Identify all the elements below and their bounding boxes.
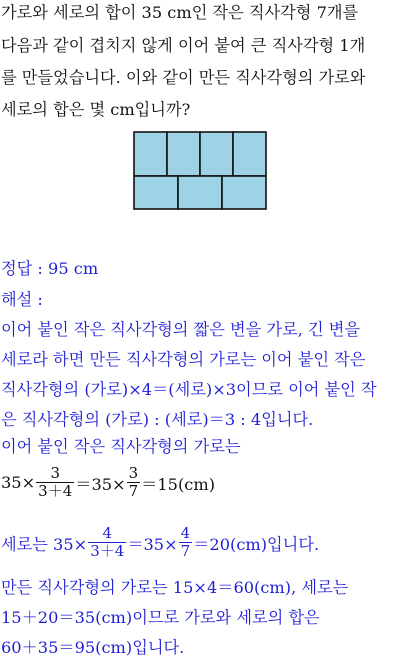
solution-line-3: 직사각형의 (가로)×4＝(세로)×3이므로 이어 붙인 작 [1, 380, 377, 399]
solution-line-2: 세로라 하면 만든 직사각형의 가로는 이어 붙인 작은 [1, 350, 366, 369]
rectangle-figure [133, 131, 267, 210]
eq1-post: ＝15(cm) [141, 474, 216, 494]
solution-label: 해설 : [1, 290, 43, 309]
eq2-frac2-numerator: 4 [180, 524, 191, 542]
top-row-rectangle [233, 132, 266, 176]
final-line-2: 15＋20＝35(cm)이므로 가로와 세로의 합은 [1, 608, 320, 627]
top-row-rectangle [200, 132, 233, 176]
eq2-fraction-2 [179, 525, 193, 560]
eq1-fraction-1 [36, 465, 74, 500]
bottom-row-rectangle [222, 176, 266, 209]
eq1-frac1-numerator: 3 [36, 465, 74, 483]
eq2-post: ＝20(cm)입니다. [193, 534, 320, 554]
eq1-frac2-denominator: 7 [128, 482, 139, 500]
solution-line-1: 이어 붙인 작은 직사각형의 짧은 변을 가로, 긴 변을 [1, 320, 361, 339]
top-row-rectangle [167, 132, 200, 176]
question-line-3: 를 만들었습니다. 이와 같이 만든 직사각형의 가로와 [1, 68, 366, 87]
question-line-1: 가로와 세로의 합이 35 cm인 작은 직사각형 7개를 [1, 3, 359, 22]
eq1-frac2-numerator: 3 [128, 464, 139, 482]
question-line-2: 다음과 같이 겹치지 않게 이어 붙여 큰 직사각형 1개 [1, 36, 366, 55]
eq1-fraction-2 [127, 465, 141, 500]
solution-line-5: 이어 붙인 작은 직사각형의 가로는 [1, 437, 241, 456]
answer-line: 정답 : 95 cm [1, 259, 99, 278]
eq2-frac1-numerator: 4 [88, 525, 126, 543]
equation-height [1, 525, 319, 560]
bottom-row-rectangle [178, 176, 222, 209]
eq1-mid: ＝35× [75, 474, 126, 494]
final-line-1: 만든 직사각형의 가로는 15×4＝60(cm), 세로는 [1, 578, 349, 597]
final-line-3: 60＋35＝95(cm)입니다. [1, 638, 185, 657]
eq2-mid: ＝35× [127, 534, 178, 554]
eq1-pre: 35× [1, 473, 36, 492]
eq1-frac1-denominator: 3＋4 [38, 482, 73, 500]
eq2-pre: 세로는 35× [1, 534, 88, 554]
solution-line-4: 은 직사각형의 (가로) : (세로)＝3 : 4입니다. [1, 410, 314, 429]
eq2-fraction-1 [88, 525, 126, 560]
bottom-row-rectangle [134, 176, 178, 209]
eq2-frac2-denominator: 7 [180, 542, 191, 560]
top-row-rectangle [134, 132, 167, 176]
equation-width [1, 465, 215, 500]
question-line-4: 세로의 합은 몇 cm입니까? [1, 100, 191, 119]
eq2-frac1-denominator: 3＋4 [90, 542, 125, 560]
